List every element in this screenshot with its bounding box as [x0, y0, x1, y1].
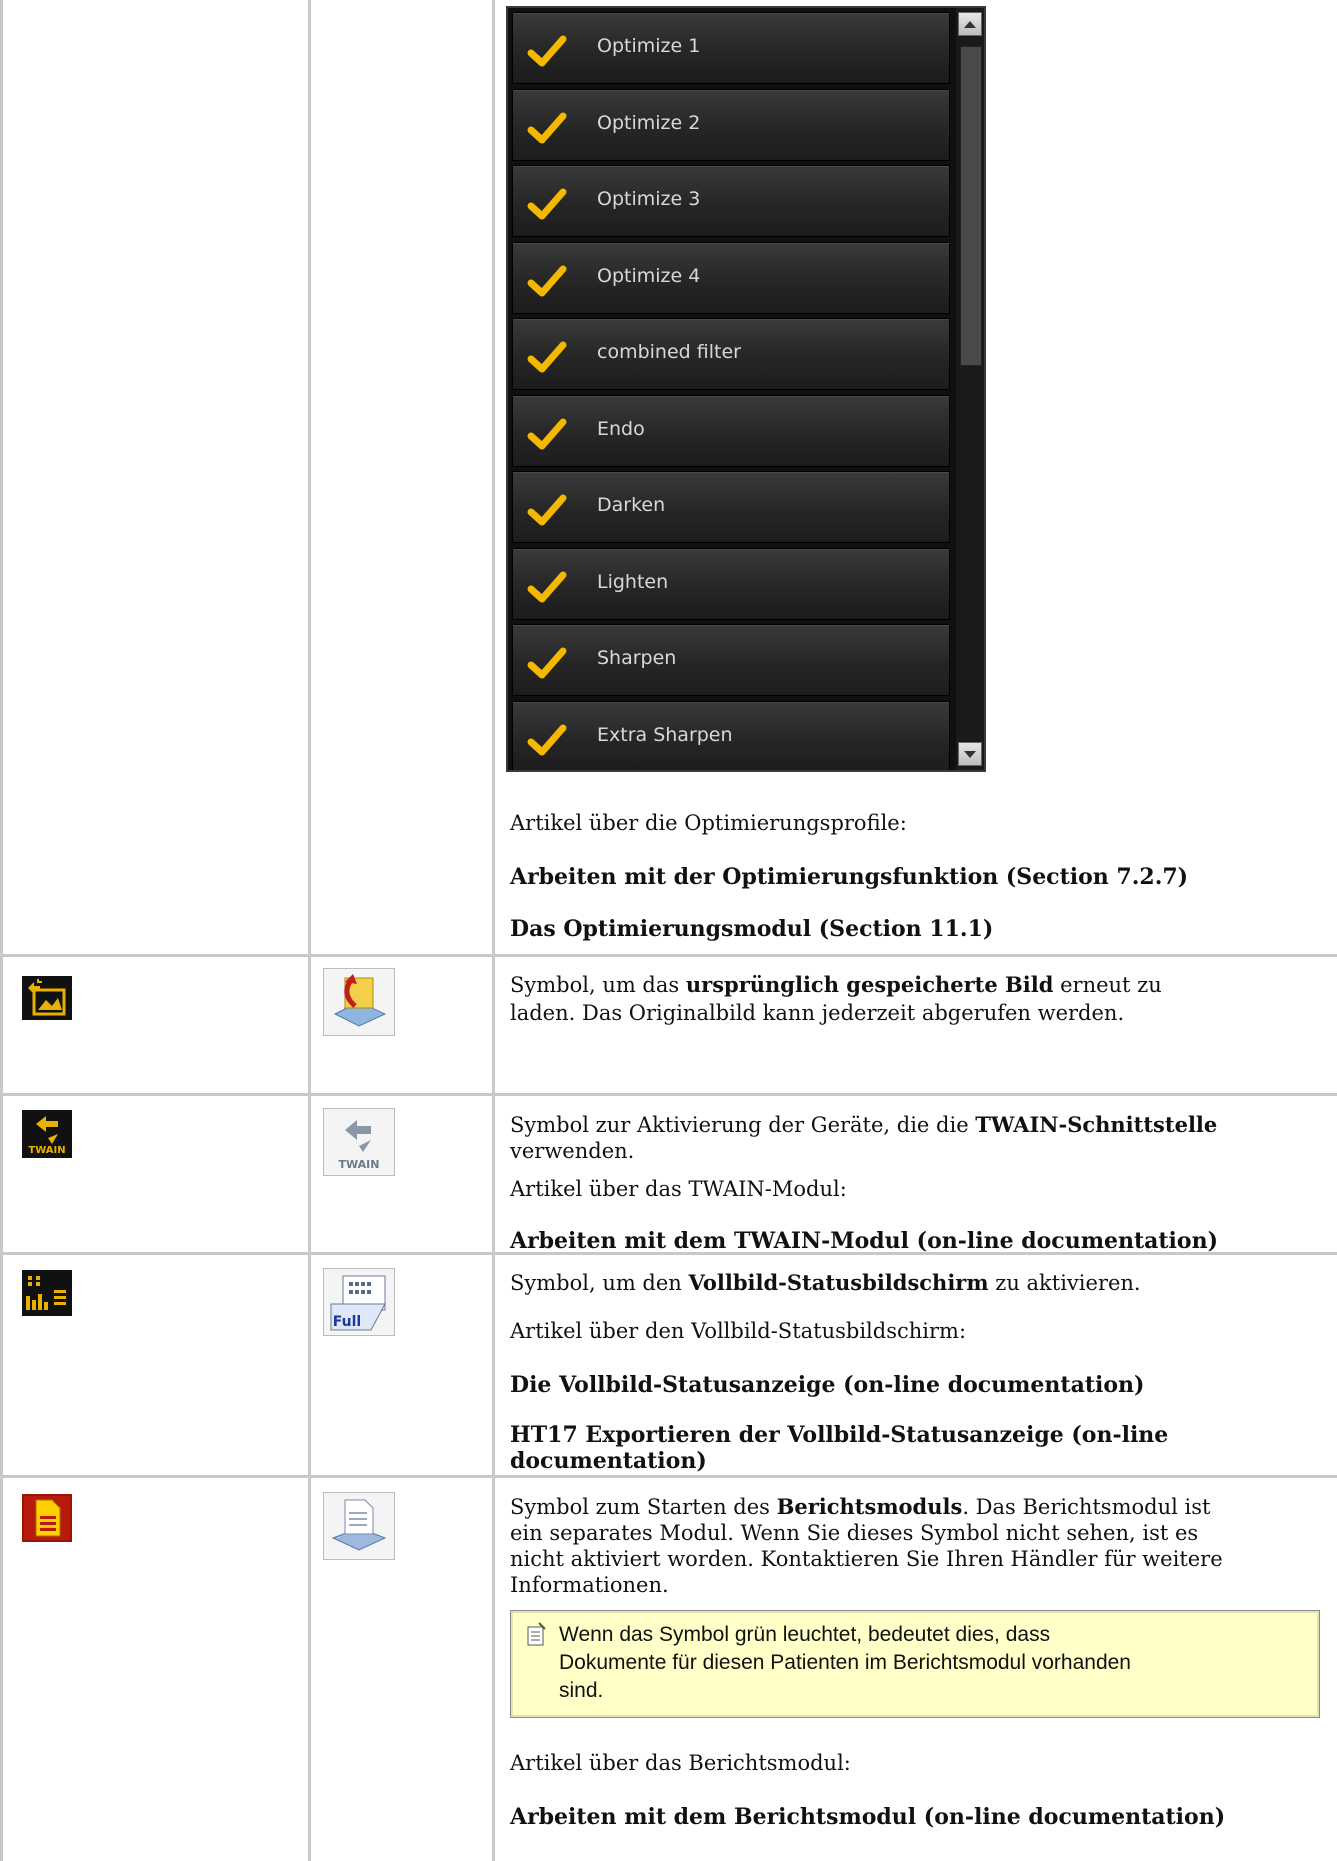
link-export-fullscreen-status-line1[interactable]: HT17 Exportieren der Vollbild-Statusanzeige (on-line	[510, 1422, 1169, 1448]
link-report-module[interactable]: Arbeiten mit dem Berichtsmodul (on-line documentation)	[510, 1804, 1226, 1830]
column-divider-2	[308, 0, 311, 1861]
fullscreen-status-dark-icon	[22, 1270, 72, 1320]
optimize-profile-label: Sharpen	[597, 647, 677, 669]
link-optimize-function[interactable]: Arbeiten mit der Optimierungsfunktion (Section 7.2.7)	[510, 864, 1189, 890]
twain-light-icon	[323, 1108, 395, 1180]
optimize-profile-label: Optimize 1	[597, 35, 701, 57]
checkmark-icon	[527, 33, 567, 69]
optimize-profile-label: Optimize 4	[597, 264, 701, 287]
optimize-profile-list	[506, 6, 986, 772]
optimize-profile-label: Lighten	[597, 570, 669, 593]
reload-description-line1: Symbol, um das ursprünglich gespeicherte Bild erneut zu	[510, 972, 1162, 997]
checkmark-icon	[527, 416, 567, 452]
column-divider-3	[492, 0, 495, 1861]
row-divider-4	[0, 1475, 1337, 1478]
note-line1: Wenn das Symbol grün leuchtet, bedeutet dies, dass	[559, 1623, 1051, 1646]
optimize-profile-item[interactable]	[512, 624, 950, 696]
arrow-up-icon	[959, 13, 981, 35]
svg-text:TWAIN: TWAIN	[338, 1158, 380, 1171]
link-optimize-module[interactable]: Das Optimierungsmodul (Section 11.1)	[510, 916, 994, 942]
row-divider-1	[0, 954, 1337, 957]
optimize-profile-item[interactable]	[512, 471, 950, 543]
optimize-articles-intro: Artikel über die Optimierungsprofile:	[510, 811, 907, 835]
optimize-profile-label: Endo	[597, 417, 645, 440]
twain-description-line1: Symbol zur Aktivierung der Geräte, die die TWAIN-Schnittstelle	[510, 1112, 1218, 1137]
checkmark-icon	[527, 722, 567, 758]
fullscreen-articles-intro: Artikel über den Vollbild-Statusbildschirm:	[510, 1319, 967, 1343]
optimize-profile-label: combined filter	[597, 341, 741, 363]
checkmark-icon	[527, 186, 567, 222]
optimize-profile-label: Extra Sharpen	[597, 723, 733, 746]
twain-articles-intro: Artikel über das TWAIN-Modul:	[510, 1177, 847, 1201]
fullscreen-status-light-icon	[323, 1268, 395, 1340]
svg-text:Full: Full	[332, 1314, 362, 1330]
row-divider-2	[0, 1093, 1337, 1096]
twain-description-line2: verwenden.	[510, 1139, 635, 1163]
scrollbar-thumb[interactable]	[960, 46, 982, 366]
fullscreen-description: Symbol, um den Vollbild-Statusbildschirm zu aktivieren.	[510, 1270, 1141, 1295]
report-description-line1: Symbol zum Starten des Berichtsmoduls. Das Berichtsmodul ist	[510, 1494, 1211, 1519]
optimize-profile-item[interactable]	[512, 701, 950, 773]
optimize-profile-label: Darken	[597, 494, 666, 516]
checkmark-icon	[527, 492, 567, 528]
optimize-profile-item[interactable]	[512, 12, 950, 84]
optimize-profile-item[interactable]	[512, 242, 950, 314]
optimize-profile-item[interactable]	[512, 395, 950, 467]
arrow-down-icon	[959, 743, 981, 765]
checkmark-icon	[527, 263, 567, 299]
optimize-profile-item[interactable]	[512, 548, 950, 620]
twain-dark-icon	[22, 1110, 72, 1162]
checkmark-icon	[527, 339, 567, 375]
optimize-profile-item[interactable]	[512, 89, 950, 161]
scroll-down-button[interactable]	[958, 742, 982, 766]
report-description-line2: ein separates Modul. Wenn Sie dieses Symbol nicht sehen, ist es	[510, 1521, 1199, 1545]
report-articles-intro: Artikel über das Berichtsmodul:	[510, 1751, 851, 1775]
optimize-profile-item[interactable]	[512, 165, 950, 237]
note-icon	[525, 1621, 549, 1647]
checkmark-icon	[527, 569, 567, 605]
link-twain-module[interactable]: Arbeiten mit dem TWAIN-Modul (on-line documentation)	[510, 1228, 1218, 1254]
note-line2: Dokumente für diesen Patienten im Berichtsmodul vorhanden	[559, 1651, 1131, 1674]
reload-original-light-icon	[323, 968, 395, 1040]
optimize-profile-label: Optimize 2	[597, 111, 701, 134]
report-module-dark-icon	[22, 1494, 72, 1546]
checkmark-icon	[527, 110, 567, 146]
reload-original-dark-icon	[22, 976, 72, 1024]
report-module-light-icon	[323, 1492, 395, 1564]
link-fullscreen-status[interactable]: Die Vollbild-Statusanzeige (on-line documentation)	[510, 1372, 1145, 1398]
note-line3: sind.	[559, 1679, 604, 1702]
report-description-line3: nicht aktiviert worden. Kontaktieren Sie Ihren Händler für weitere	[510, 1547, 1223, 1571]
scroll-up-button[interactable]	[958, 12, 982, 36]
optimize-profile-label: Optimize 3	[597, 188, 701, 210]
optimize-profile-item[interactable]	[512, 318, 950, 390]
svg-text:TWAIN: TWAIN	[28, 1145, 66, 1156]
checkmark-icon	[527, 645, 567, 681]
column-divider-1	[0, 0, 3, 1861]
reload-description-line2: laden. Das Originalbild kann jederzeit abgerufen werden.	[510, 1001, 1125, 1025]
report-note-box	[510, 1610, 1320, 1718]
report-description-line4: Informationen.	[510, 1573, 669, 1597]
link-export-fullscreen-status-line2[interactable]: documentation)	[510, 1448, 707, 1474]
